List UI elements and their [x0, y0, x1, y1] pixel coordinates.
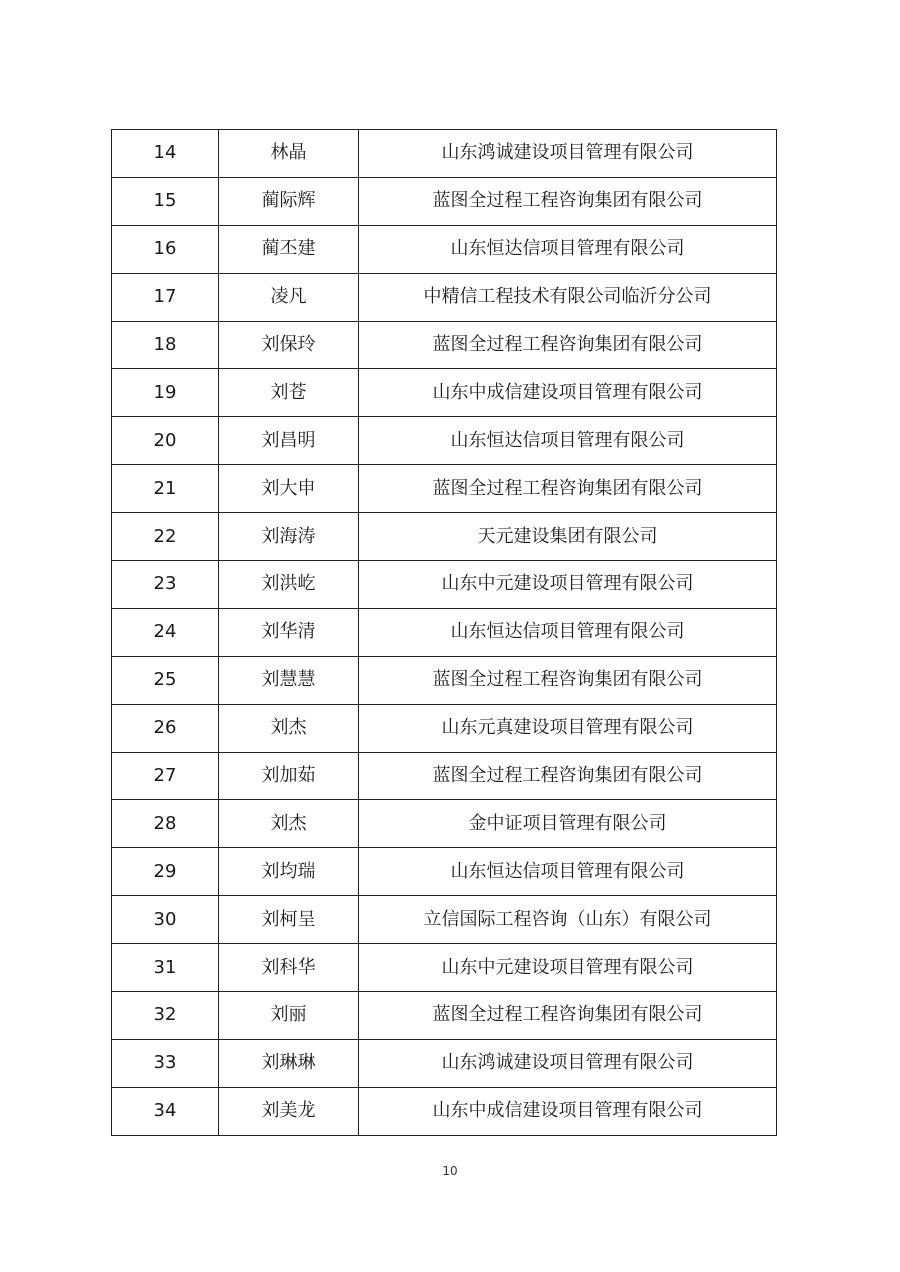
company-name: 蓝图全过程工程咨询集团有限公司 — [359, 177, 777, 225]
company-name: 立信国际工程咨询（山东）有限公司 — [359, 896, 777, 944]
table-row — [112, 225, 777, 273]
row-number: 18 — [112, 321, 219, 369]
row-number: 15 — [112, 177, 219, 225]
table-row — [112, 130, 777, 178]
person-name: 林晶 — [219, 130, 359, 178]
person-name: 刘洪屹 — [219, 561, 359, 609]
table-row — [112, 992, 777, 1040]
company-name: 蓝图全过程工程咨询集团有限公司 — [359, 465, 777, 513]
company-name: 山东鸿诚建设项目管理有限公司 — [359, 130, 777, 178]
company-name: 山东恒达信项目管理有限公司 — [359, 848, 777, 896]
company-name: 山东恒达信项目管理有限公司 — [359, 225, 777, 273]
row-number: 31 — [112, 944, 219, 992]
person-name: 刘柯呈 — [219, 896, 359, 944]
row-number: 16 — [112, 225, 219, 273]
company-name: 山东元真建设项目管理有限公司 — [359, 704, 777, 752]
row-number: 27 — [112, 752, 219, 800]
person-name: 刘丽 — [219, 992, 359, 1040]
row-number: 34 — [112, 1087, 219, 1135]
person-name: 刘杰 — [219, 800, 359, 848]
table-row — [112, 800, 777, 848]
person-name: 刘美龙 — [219, 1087, 359, 1135]
table-row — [112, 944, 777, 992]
company-name: 山东恒达信项目管理有限公司 — [359, 417, 777, 465]
person-name: 刘昌明 — [219, 417, 359, 465]
person-name: 刘均瑞 — [219, 848, 359, 896]
row-number: 32 — [112, 992, 219, 1040]
table-row — [112, 273, 777, 321]
person-name: 刘慧慧 — [219, 656, 359, 704]
row-number: 21 — [112, 465, 219, 513]
table-row — [112, 704, 777, 752]
company-name: 山东中成信建设项目管理有限公司 — [359, 369, 777, 417]
row-number: 19 — [112, 369, 219, 417]
table-row — [112, 608, 777, 656]
company-name: 山东中成信建设项目管理有限公司 — [359, 1087, 777, 1135]
row-number: 20 — [112, 417, 219, 465]
company-name: 蓝图全过程工程咨询集团有限公司 — [359, 752, 777, 800]
row-number: 22 — [112, 513, 219, 561]
personnel-table — [111, 129, 777, 1136]
company-name: 蓝图全过程工程咨询集团有限公司 — [359, 321, 777, 369]
person-name: 刘保玲 — [219, 321, 359, 369]
person-name: 刘杰 — [219, 704, 359, 752]
person-name: 刘华清 — [219, 608, 359, 656]
table-row — [112, 321, 777, 369]
table-row — [112, 465, 777, 513]
table-row — [112, 1039, 777, 1087]
row-number: 25 — [112, 656, 219, 704]
company-name: 天元建设集团有限公司 — [359, 513, 777, 561]
row-number: 14 — [112, 130, 219, 178]
person-name: 刘科华 — [219, 944, 359, 992]
person-name: 刘苍 — [219, 369, 359, 417]
person-name: 刘加茹 — [219, 752, 359, 800]
company-name: 山东鸿诚建设项目管理有限公司 — [359, 1039, 777, 1087]
table-row — [112, 177, 777, 225]
person-name: 蔺际辉 — [219, 177, 359, 225]
person-name: 刘海涛 — [219, 513, 359, 561]
table-row — [112, 848, 777, 896]
row-number: 26 — [112, 704, 219, 752]
table-row — [112, 513, 777, 561]
company-name: 蓝图全过程工程咨询集团有限公司 — [359, 656, 777, 704]
person-name: 刘琳琳 — [219, 1039, 359, 1087]
table-row — [112, 656, 777, 704]
company-name: 中精信工程技术有限公司临沂分公司 — [359, 273, 777, 321]
person-name: 刘大申 — [219, 465, 359, 513]
row-number: 17 — [112, 273, 219, 321]
row-number: 29 — [112, 848, 219, 896]
company-name: 山东恒达信项目管理有限公司 — [359, 608, 777, 656]
company-name: 金中证项目管理有限公司 — [359, 800, 777, 848]
row-number: 24 — [112, 608, 219, 656]
row-number: 28 — [112, 800, 219, 848]
table-row — [112, 369, 777, 417]
company-name: 山东中元建设项目管理有限公司 — [359, 944, 777, 992]
table-row — [112, 896, 777, 944]
table-row — [112, 561, 777, 609]
table-row — [112, 417, 777, 465]
row-number: 30 — [112, 896, 219, 944]
person-name: 凌凡 — [219, 273, 359, 321]
page-number: 10 — [442, 1164, 458, 1178]
table-row — [112, 1087, 777, 1135]
personnel-table-body — [112, 130, 777, 1136]
table-row — [112, 752, 777, 800]
company-name: 山东中元建设项目管理有限公司 — [359, 561, 777, 609]
row-number: 33 — [112, 1039, 219, 1087]
company-name: 蓝图全过程工程咨询集团有限公司 — [359, 992, 777, 1040]
person-name: 蔺丕建 — [219, 225, 359, 273]
row-number: 23 — [112, 561, 219, 609]
